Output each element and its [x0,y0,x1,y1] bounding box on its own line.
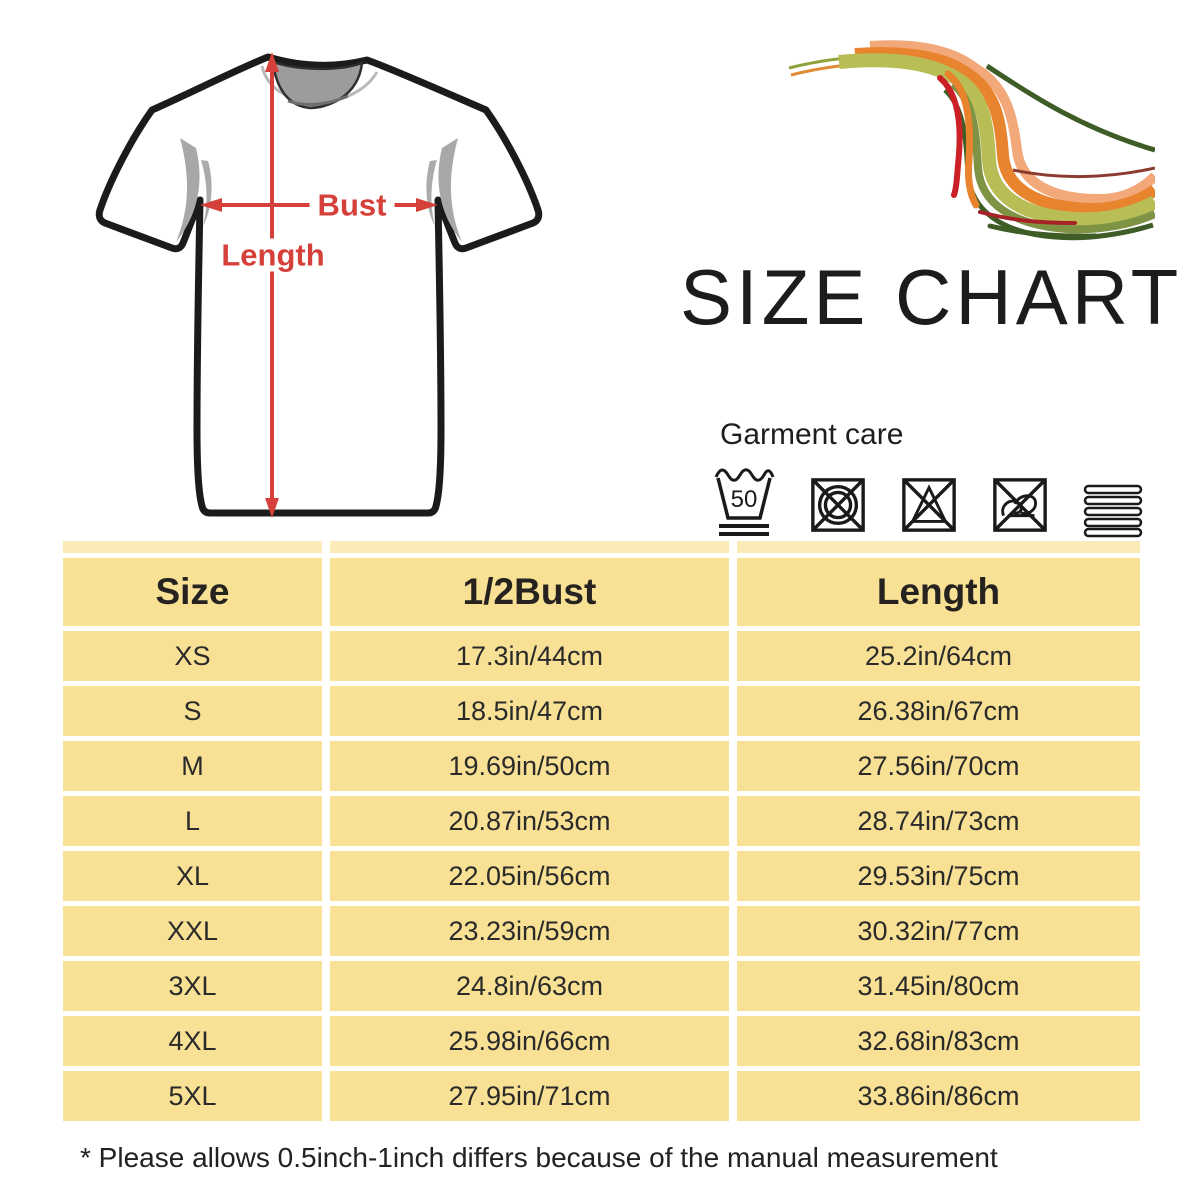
bust-cell: 22.05in/56cm [330,851,729,901]
size-cell: 5XL [63,1071,322,1121]
bust-cell: 24.8in/63cm [330,961,729,1011]
size-cell: 4XL [63,1016,322,1066]
table-header-row [63,558,1140,626]
size-cell: L [63,796,322,846]
size-cell: 3XL [63,961,322,1011]
length-cell: 27.56in/70cm [737,741,1140,791]
bust-cell: 19.69in/50cm [330,741,729,791]
bust-cell: 17.3in/44cm [330,631,729,681]
header-length: Length [737,558,1140,626]
table-row [63,1071,1140,1121]
length-cell: 32.68in/83cm [737,1016,1140,1066]
table-row [63,906,1140,956]
bust-cell: 18.5in/47cm [330,686,729,736]
bust-cell: 23.23in/59cm [330,906,729,956]
size-table [63,541,1140,1126]
measurement-disclaimer: * Please allows 0.5inch-1inch differs because of the manual measurement [80,1142,998,1173]
length-label: Length [213,239,332,272]
length-cell: 29.53in/75cm [737,851,1140,901]
length-cell: 28.74in/73cm [737,796,1140,846]
table-row [63,851,1140,901]
size-cell: XL [63,851,322,901]
wash-temp: 50 [730,486,758,513]
table-row [63,741,1140,791]
do-not-wring-icon [991,476,1049,534]
table-row [63,796,1140,846]
care-icons-row [712,464,1144,542]
table-row [63,686,1140,736]
bust-cell: 25.98in/66cm [330,1016,729,1066]
do-not-tumble-dry-icon [809,476,867,534]
length-cell: 30.32in/77cm [737,906,1140,956]
header-bust: 1/2Bust [330,558,729,626]
size-cell: S [63,686,322,736]
header-size: Size [63,558,322,626]
bust-cell: 20.87in/53cm [330,796,729,846]
length-cell: 26.38in/67cm [737,686,1140,736]
length-cell: 31.45in/80cm [737,961,1140,1011]
table-row [63,631,1140,681]
length-cell: 25.2in/64cm [737,631,1140,681]
size-cell: XXL [63,906,322,956]
dry-flat-icon [1082,484,1144,538]
length-cell: 33.86in/86cm [737,1071,1140,1121]
size-cell: M [63,741,322,791]
wash-50-icon [712,464,776,542]
tshirt-diagram [60,10,580,550]
swoosh-graphic [775,28,1155,243]
bust-cell: 27.95in/71cm [330,1071,729,1121]
page-title: SIZE CHART [680,253,1183,341]
table-row [63,1016,1140,1066]
do-not-bleach-icon [900,476,958,534]
table-top-strip [63,541,1140,553]
table-row [63,961,1140,1011]
size-cell: XS [63,631,322,681]
tshirt-outline [99,57,539,513]
bust-label: Bust [310,189,395,222]
garment-care-heading: Garment care [720,418,904,451]
